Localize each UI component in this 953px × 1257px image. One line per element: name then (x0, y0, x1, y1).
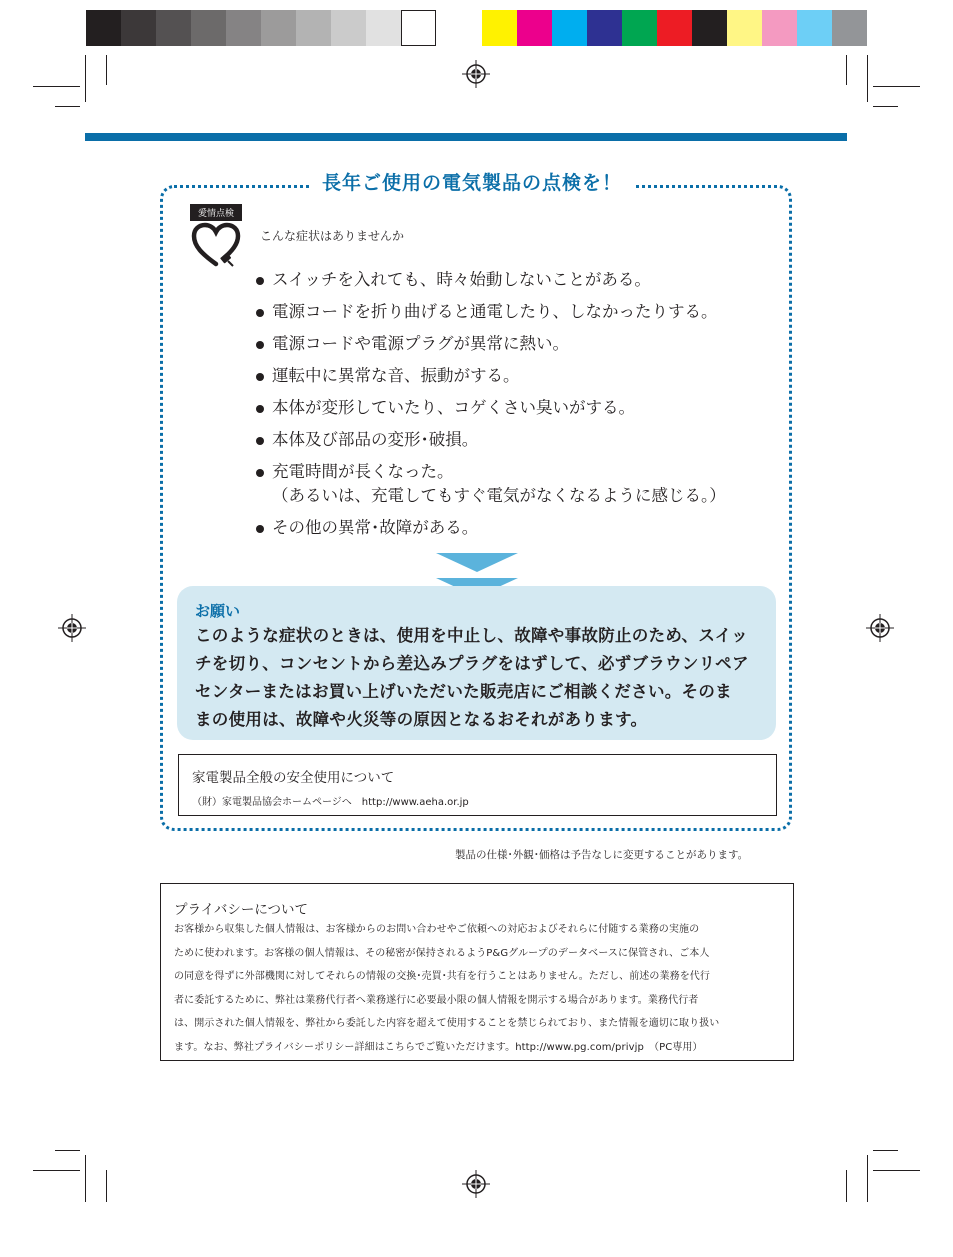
crop-mark (867, 1155, 868, 1202)
bullet-icon (256, 373, 264, 381)
privacy-line: お客様から収集した個人情報は、お客様からのお問い合わせやご依頼への対応およびそれらに付随する業務の実施の (174, 924, 700, 935)
symptom-item (256, 428, 726, 452)
privacy-line: 者に委託するために、弊社は業務代行者へ業務遂行に必要最小限の個人情報を開示する場合があります。業務代行者 (174, 994, 699, 1006)
symptom-text: 運転中に異常な音、振動がする。 (272, 366, 520, 385)
symptom-text: その他の異常･故障がある。 (272, 518, 479, 537)
spec-change-note: 製品の仕様･外観･価格は予告なしに変更することがあります。 (455, 849, 749, 861)
crop-mark (33, 1170, 80, 1171)
crop-mark (873, 1170, 920, 1171)
color-swatch (191, 10, 226, 46)
request-line: まの使用は、故障や火災等の原因となるおそれがあります。 (195, 710, 648, 729)
color-swatch (86, 10, 121, 46)
crop-mark (873, 1150, 898, 1151)
color-swatch (226, 10, 261, 46)
inspection-title: 長年ご使用の電気製品の点検を！ (310, 168, 634, 195)
color-swatch (401, 10, 436, 46)
crop-mark (873, 106, 898, 107)
process-color-bar (482, 10, 867, 46)
safety-title: 家電製品全般の安全使用について (192, 770, 395, 786)
safety-link[interactable]: （財）家電製品協会ホームページへ http://www.aeha.or.jp (192, 797, 469, 808)
color-swatch (366, 10, 401, 46)
color-swatch (296, 10, 331, 46)
color-swatch (832, 10, 867, 46)
color-swatch (797, 10, 832, 46)
crop-mark (33, 86, 80, 87)
color-swatch (482, 10, 517, 46)
registration-mark-icon (866, 614, 894, 642)
color-swatch (622, 10, 657, 46)
crop-mark (846, 1170, 847, 1202)
color-swatch (331, 10, 366, 46)
privacy-line: ために使われます。お客様の個人情報は、その秘密が保持されるようP&Gグループのデータベースに保管され、ご本人 (174, 947, 710, 959)
request-body (195, 622, 765, 734)
privacy-line: の同意を得ずに外部機関に対してそれらの情報の交換･売買･共有を行うことはありません。ただし、前述の業務を代行 (174, 971, 710, 982)
color-swatch (587, 10, 622, 46)
bullet-icon (256, 341, 264, 349)
color-swatch (762, 10, 797, 46)
color-swatch (156, 10, 191, 46)
symptom-item (256, 332, 726, 356)
registration-mark-icon (462, 60, 490, 88)
privacy-title: プライバシーについて (174, 902, 309, 918)
crop-mark (873, 86, 920, 87)
registration-mark-icon (58, 614, 86, 642)
crop-mark (85, 1155, 86, 1202)
crop-mark (106, 55, 107, 85)
color-swatch (692, 10, 727, 46)
heart-plug-icon (190, 220, 242, 270)
symptom-list (256, 268, 726, 548)
request-title: お願い (195, 602, 241, 620)
symptom-text: 電源コードや電源プラグが異常に熱い。 (272, 334, 569, 353)
crop-mark (55, 1150, 80, 1151)
color-swatch (517, 10, 552, 46)
color-swatch (552, 10, 587, 46)
color-swatch (121, 10, 156, 46)
request-line: センターまたはお買い上げいただいた販売店にご相談ください。そのま (195, 682, 732, 701)
symptom-item (256, 396, 726, 420)
privacy-line: は、開示された個人情報を、弊社から委託した内容を超えて使用することを禁じられており、また情報を適切に取り扱い (174, 1018, 720, 1029)
symptom-item (256, 364, 726, 388)
symptom-text: 本体が変形していたり、コゲくさい臭いがする。 (272, 398, 635, 417)
crop-mark (85, 55, 86, 102)
crop-mark (106, 1170, 107, 1202)
color-swatch (657, 10, 692, 46)
request-line: このような症状のときは、使用を中止し、故障や事故防止のため、スイッ (195, 626, 749, 645)
bullet-icon (256, 437, 264, 445)
bullet-icon (256, 469, 264, 477)
symptom-item (256, 516, 726, 540)
symptom-item (256, 460, 726, 508)
symptom-item (256, 300, 726, 324)
color-swatch (261, 10, 296, 46)
privacy-body (174, 918, 784, 1059)
symptom-text: スイッチを入れても、時々始動しないことがある。 (272, 270, 651, 289)
symptom-text-line2: （あるいは、充電してもすぐ電気がなくなるように感じる。） (272, 486, 726, 505)
bullet-icon (256, 405, 264, 413)
symptom-text: 本体及び部品の変形･破損。 (272, 430, 479, 449)
registration-mark-icon (462, 1170, 490, 1198)
crop-mark (55, 106, 80, 107)
header-rule (85, 133, 847, 141)
bullet-icon (256, 525, 264, 533)
bullet-icon (256, 277, 264, 285)
symptom-item (256, 268, 726, 292)
crop-mark (846, 55, 847, 85)
crop-mark (867, 55, 868, 102)
bullet-icon (256, 309, 264, 317)
color-swatch (727, 10, 762, 46)
symptom-text: 電源コードを折り曲げると通電したり、しなかったりする。 (272, 302, 718, 321)
symptom-text: 充電時間が長くなった。 (272, 462, 454, 481)
privacy-line: ます。なお、弊社プライバシーポリシー詳細はこちらでご覧いただけます。http://www.pg.com/privjp （PC専用） (174, 1041, 703, 1053)
request-line: チを切り、コンセントから差込みプラグをはずして、必ずブラウンリペア (195, 654, 749, 673)
gray-color-bar (86, 10, 436, 46)
inspection-badge: 愛情点検 (190, 204, 242, 221)
inspection-intro: こんな症状はありませんか (260, 229, 405, 243)
